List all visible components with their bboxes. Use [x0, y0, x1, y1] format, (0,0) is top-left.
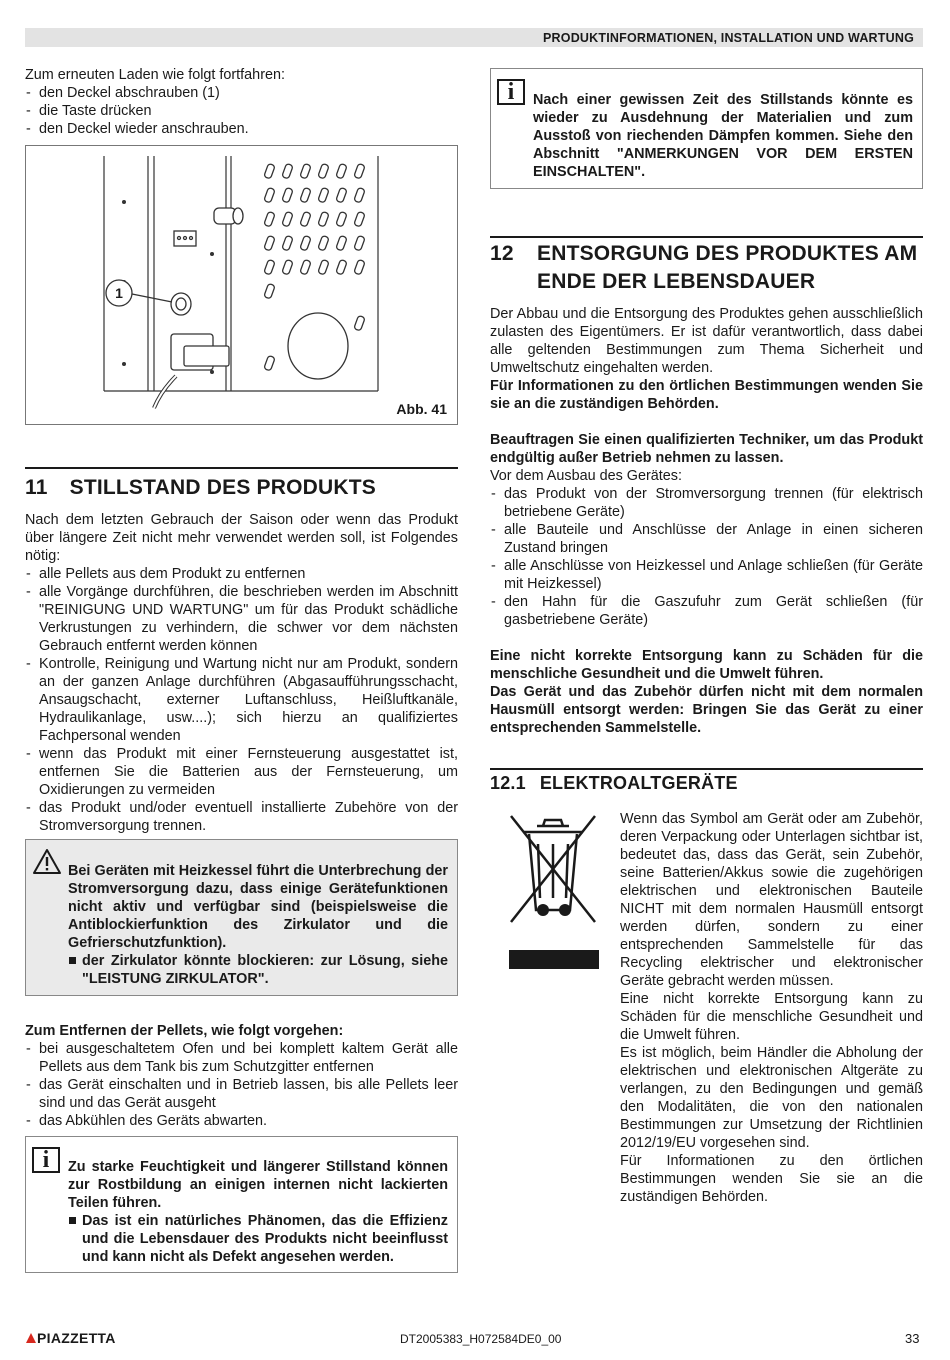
list-item: - den Deckel wieder anschrauben. — [25, 120, 458, 138]
page-number: 33 — [905, 1331, 920, 1346]
warning-box — [25, 839, 458, 996]
info-list — [68, 1212, 448, 1266]
removal-procedure — [25, 1022, 458, 1130]
section-11-list — [25, 565, 458, 835]
figure-caption: Abb. 41 — [396, 401, 447, 417]
dismantle-list — [490, 485, 923, 629]
section-number: 11 — [25, 476, 48, 499]
section-12-1-heading — [490, 772, 738, 794]
paragraph: Für Informationen zu den örtlichen Bestimmungen wenden Sie sie an die zuständigen Behörden. — [620, 1153, 923, 1205]
list-item: der Zirkulator könnte blockieren: zur Lösung, siehe "LEISTUNG ZIRKULATOR". — [68, 952, 448, 988]
list-item: - den Deckel abschrauben (1) — [25, 84, 458, 102]
list-item: - die Taste drücken — [25, 102, 458, 120]
section-11-rule — [25, 467, 458, 469]
figure-abb-41 — [25, 145, 458, 425]
list-item: - alle Anschlüsse von Heizkessel und Anlage schließen (für Geräte mit Heizkessel) — [490, 557, 923, 593]
brand-name: PIAZZETTA — [37, 1330, 116, 1346]
paragraph-bold: Eine nicht korrekte Entsorgung kann zu Schäden für die menschliche Gesundheit und die Umwelt führen. — [490, 648, 923, 682]
section-number: 12.1 — [490, 773, 526, 793]
info-box-standstill — [490, 68, 923, 189]
section-title-line: ENTSORGUNG DES PRODUKTES AM — [537, 242, 918, 265]
info-icon: i — [32, 1147, 60, 1173]
list-item: - das Produkt von der Stromversorgung trennen (für elektrisch betriebene Geräte) — [490, 485, 923, 521]
removal-heading: Zum Entfernen der Pellets, wie folgt vorgehen: — [25, 1023, 344, 1039]
section-11-heading — [25, 476, 376, 500]
warning-list — [68, 952, 448, 988]
list-item: - wenn das Produkt mit einer Fernsteuerung ausgestattet ist, entfernen Sie die Batterien aus der Fernsteuerung, um Oxidierungen zu vermeiden — [25, 745, 458, 799]
paragraph: Wenn das Symbol am Gerät oder am Zubehör, deren Verpackung oder Unterlagen sichtbar ist, bedeutet das, dass das Gerät, sein Zubehör, seine Batterien/Akkus sowie die zugehörigen elektrischen und elektronischen Bauteile NICHT mit dem normalen Hausmüll entsorgt werden dürfen, sondern zu einer entsprechenden Sammelstelle für das Recycling elektrischer und elektronischer Geräte gebracht werden müssen. — [620, 811, 923, 989]
list-item: - alle Vorgänge durchführen, die beschrieben werden im Abschnitt "REINIGUNG UND WARTUNG" um für das Produkt schädliche Verkrustungen zu verhindern, die schwer vor dem nächsten Gebrauch entfernt werden können — [25, 583, 458, 655]
callout-1: 1 — [115, 285, 123, 301]
header-bar — [25, 28, 923, 47]
list-item: - Kontrolle, Reinigung und Wartung nicht nur am Produkt, sondern an der ganzen Anlage durchführen (Abgasaufführungsschacht, Ansaugschacht, externer Luftanschluss, Heißluftkanäle, Hydraulikanlage, usw....); sich hierzu an qualifiziertes Fachpersonal wenden — [25, 655, 458, 745]
list-item: - bei ausgeschaltetem Ofen und bei komplett kaltem Gerät alle Pellets aus dem Tank bis zum Schutzgitter entfernen — [25, 1040, 458, 1076]
intro-text: Zum erneuten Laden wie folgt fortfahren: — [25, 67, 285, 83]
left-intro — [25, 66, 458, 138]
removal-list — [25, 1040, 458, 1130]
warning-icon — [32, 848, 62, 875]
list-item: - das Abkühlen des Geräts abwarten. — [25, 1112, 458, 1130]
section-12-1-body — [620, 810, 923, 1206]
paragraph: Eine nicht korrekte Entsorgung kann zu Schäden für die menschliche Gesundheit und die Umwelt führen. — [620, 991, 923, 1043]
section-11-body — [25, 511, 458, 835]
info-box-humidity — [25, 1136, 458, 1273]
intro-list — [25, 84, 458, 138]
footer-doc-code: DT2005383_H072584DE0_00 — [400, 1332, 562, 1346]
paragraph: Nach dem letzten Gebrauch der Saison oder wenn das Produkt über längere Zeit nicht mehr verwendet werden soll, ist Folgendes nötig: — [25, 512, 458, 564]
section-title-line: ENDE DER LEBENSDAUER — [537, 270, 816, 293]
stove-back-illustration — [26, 146, 457, 424]
warning-text: Bei Geräten mit Heizkessel führt die Unterbrechung der Stromversorgung dazu, dass einige Gerätefunktionen nicht aktiv und verfügbar sind (beispielsweise die Antiblockierfunktion des Zirkulator und die Gefrierschutzfunktion). — [68, 863, 448, 951]
section-title: ELEKTROALTGERÄTE — [539, 773, 738, 793]
paragraph: Es ist möglich, beim Händler die Abholung der elektrischen und elektronischen Altgeräte zu verlangen, zu den Bedingungen und gemäß den Modalitäten, die von den nationalen Bestimmungen zur Umsetzung der Richtlinien 2012/19/EU vorgesehen sind. — [620, 1045, 923, 1151]
section-12-body — [490, 305, 923, 737]
paragraph-bold: Für Informationen zu den örtlichen Bestimmungen wenden Sie sie an die zuständigen Behörden. — [490, 378, 923, 412]
paragraph: Vor dem Ausbau des Gerätes: — [490, 468, 682, 484]
info-icon: i — [497, 79, 525, 105]
section-number: 12 — [490, 242, 514, 265]
list-item: - den Hahn für die Gaszufuhr zum Gerät schließen (für gasbetriebene Geräte) — [490, 593, 923, 629]
info-text: Nach einer gewissen Zeit des Stillstands könnte es wieder zu Ausdehnung der Materialien und zum Ausstoß von riechenden Dämpfen kommen. Siehe den Abschnitt "ANMERKUNGEN VOR DEM ERSTEN EINSCHALTEN". — [533, 92, 913, 180]
header-title: PRODUKTINFORMATIONEN, INSTALLATION UND WARTUNG — [543, 31, 914, 45]
paragraph-bold: Das Gerät und das Zubehör dürfen nicht mit dem normalen Hausmüll entsorgt werden: Bringen Sie das Gerät zu einer entsprechenden Sammelstelle. — [490, 684, 923, 736]
paragraph-bold: Beauftragen Sie einen qualifizierten Techniker, um das Produkt endgültig außer Betrieb nehmen zu lassen. — [490, 432, 923, 466]
list-item: - das Produkt und/oder eventuell installierte Zubehöre von der Stromversorgung trennen. — [25, 799, 458, 835]
list-item: - alle Pellets aus dem Produkt zu entfernen — [25, 565, 458, 583]
paragraph: Der Abbau und die Entsorgung des Produktes gehen ausschließlich zulasten des Eigentümers. Er ist dafür verantwortlich, dass dabei alle geltenden Bestimmungen zum Thema Sicherheit und Umweltschutz eingehalten werden. — [490, 306, 923, 376]
section-12-1-rule — [490, 768, 923, 770]
piazzetta-logo-icon — [25, 1332, 37, 1344]
section-12-rule — [490, 236, 923, 238]
section-title: STILLSTAND DES PRODUKTS — [69, 476, 376, 499]
info-text: Zu starke Feuchtigkeit und längerer Stillstand können zur Rostbildung an einigen internen nicht lackierten Teilen führen. — [68, 1159, 448, 1211]
weee-bin-icon — [503, 810, 603, 970]
list-item: Das ist ein natürliches Phänomen, das die Effizienz und die Lebensdauer des Produkts nicht beeinflusst und kann nicht als Defekt angesehen werden. — [68, 1212, 448, 1266]
list-item: - das Gerät einschalten und in Betrieb lassen, bis alle Pellets leer sind und das Gerät ausgeht — [25, 1076, 458, 1112]
list-item: - alle Bauteile und Anschlüsse der Anlage in einen sicheren Zustand bringen — [490, 521, 923, 557]
